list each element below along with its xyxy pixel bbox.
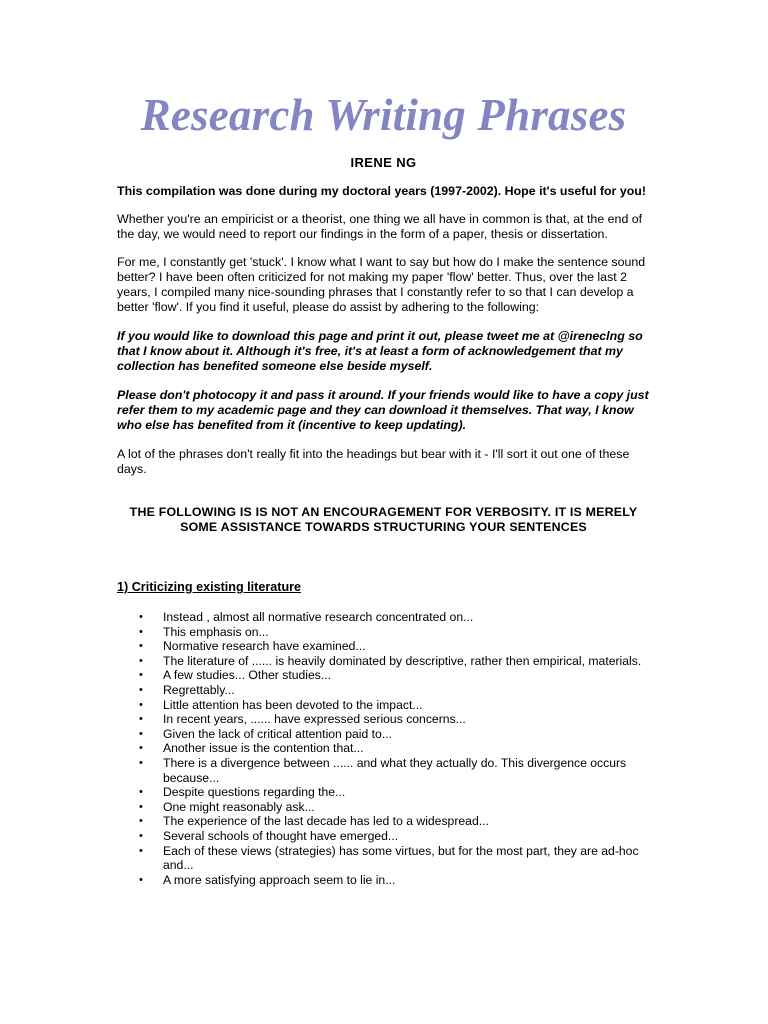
paragraph-download-request: If you would like to download this page and print it out, please tweet me at @ireneclng so that I know about it. Although it's free, it's at least a form of acknowledgement that my collection has benefited someone else beside myself. bbox=[117, 329, 643, 373]
list-item bbox=[117, 683, 650, 698]
bullet-icon: • bbox=[139, 742, 143, 755]
list-item bbox=[117, 800, 650, 815]
list-item-text: Given the lack of critical attention paid to... bbox=[163, 726, 392, 741]
section-heading: 1) Criticizing existing literature bbox=[117, 580, 302, 594]
list-item bbox=[117, 639, 650, 654]
bullet-icon: • bbox=[139, 683, 143, 696]
paragraph-no-photocopy: Please don't photocopy it and pass it around. If your friends would like to have a copy just refer them to my academic page and they can download it themselves. That way, I know who else has benefited from it (incentive to keep updating). bbox=[117, 388, 649, 432]
list-item-text: Regrettably... bbox=[163, 682, 235, 697]
list-item-text: This emphasis on... bbox=[163, 624, 269, 639]
list-item bbox=[117, 785, 650, 800]
list-item bbox=[117, 625, 650, 640]
bullet-icon: • bbox=[139, 800, 143, 813]
list-item-text: Normative research have examined... bbox=[163, 639, 366, 654]
bullet-icon: • bbox=[139, 625, 143, 638]
verbosity-notice: THE FOLLOWING IS IS NOT AN ENCOURAGEMENT FOR VERBOSITY. IT IS MERELY SOME ASSISTANCE TOWARDS STRUCTURING YOUR SENTENCES bbox=[129, 505, 638, 534]
list-item bbox=[117, 668, 650, 683]
bullet-icon: • bbox=[139, 698, 143, 711]
list-item-text: A more satisfying approach seem to lie in... bbox=[163, 872, 396, 887]
list-item bbox=[117, 712, 650, 727]
list-item-text: Instead , almost all normative research concentrated on... bbox=[163, 610, 474, 624]
list-item bbox=[117, 741, 650, 756]
list-item-text: A few studies... Other studies... bbox=[163, 668, 331, 683]
bullet-icon: • bbox=[139, 669, 143, 682]
list-item bbox=[117, 727, 650, 742]
intro-paragraph: This compilation was done during my doctoral years (1997-2002). Hope it's useful for you! bbox=[117, 184, 646, 198]
list-item bbox=[117, 873, 650, 888]
paragraph-headings-note: A lot of the phrases don't really fit into the headings but bear with it - I'll sort it out one of these days. bbox=[117, 447, 630, 476]
list-item bbox=[117, 654, 650, 669]
document-title: Research Writing Phrases bbox=[140, 90, 627, 140]
list-item-text: There is a divergence between ...... and what they actually do. This divergence occurs because... bbox=[163, 755, 627, 785]
bullet-icon: • bbox=[139, 873, 143, 886]
author-name: IRENE NG bbox=[350, 155, 417, 170]
list-item bbox=[117, 698, 650, 713]
paragraph-stuck: For me, I constantly get 'stuck'. I know what I want to say but how do I make the sentence sound better? I have been often criticized for not making my paper 'flow' better. Thus, over the last 2 years, I compiled many nice-sounding phrases that I constantly refer to so that I can develop a better 'flow'. If you find it useful, please do assist by adhering to the following: bbox=[117, 255, 646, 314]
list-item-text: One might reasonably ask... bbox=[163, 799, 315, 814]
bullet-icon: • bbox=[139, 654, 143, 667]
paragraph-empiricist: Whether you're an empiricist or a theorist, one thing we all have in common is that, at the end of the day, we would need to report our findings in the form of a paper, thesis or dissertation. bbox=[117, 212, 643, 241]
list-item-text: The experience of the last decade has led to a widespread... bbox=[163, 814, 489, 829]
bullet-icon: • bbox=[139, 815, 143, 828]
list-item-text: Despite questions regarding the... bbox=[163, 785, 346, 800]
bullet-icon: • bbox=[139, 611, 143, 623]
list-item-text: In recent years, ...... have expressed serious concerns... bbox=[163, 712, 466, 727]
list-item-text: Another issue is the contention that... bbox=[163, 741, 364, 756]
bullet-icon: • bbox=[139, 727, 143, 740]
list-item bbox=[117, 756, 650, 785]
list-item bbox=[117, 610, 650, 625]
bullet-icon: • bbox=[139, 756, 143, 769]
list-item-text: Several schools of thought have emerged... bbox=[163, 828, 399, 843]
list-item bbox=[117, 844, 650, 873]
list-item-text: Each of these views (strategies) has some virtues, but for the most part, they are ad-hoc and... bbox=[163, 843, 639, 873]
list-item bbox=[117, 814, 650, 829]
list-item-text: The literature of ...... is heavily dominated by descriptive, rather then empirical, materials. bbox=[163, 653, 642, 668]
bullet-icon: • bbox=[139, 844, 143, 857]
list-item bbox=[117, 829, 650, 844]
bullet-icon: • bbox=[139, 713, 143, 726]
phrase-list bbox=[117, 610, 650, 887]
bullet-icon: • bbox=[139, 640, 143, 653]
bullet-icon: • bbox=[139, 786, 143, 799]
list-item-text: Little attention has been devoted to the impact... bbox=[163, 697, 423, 712]
bullet-icon: • bbox=[139, 829, 143, 842]
